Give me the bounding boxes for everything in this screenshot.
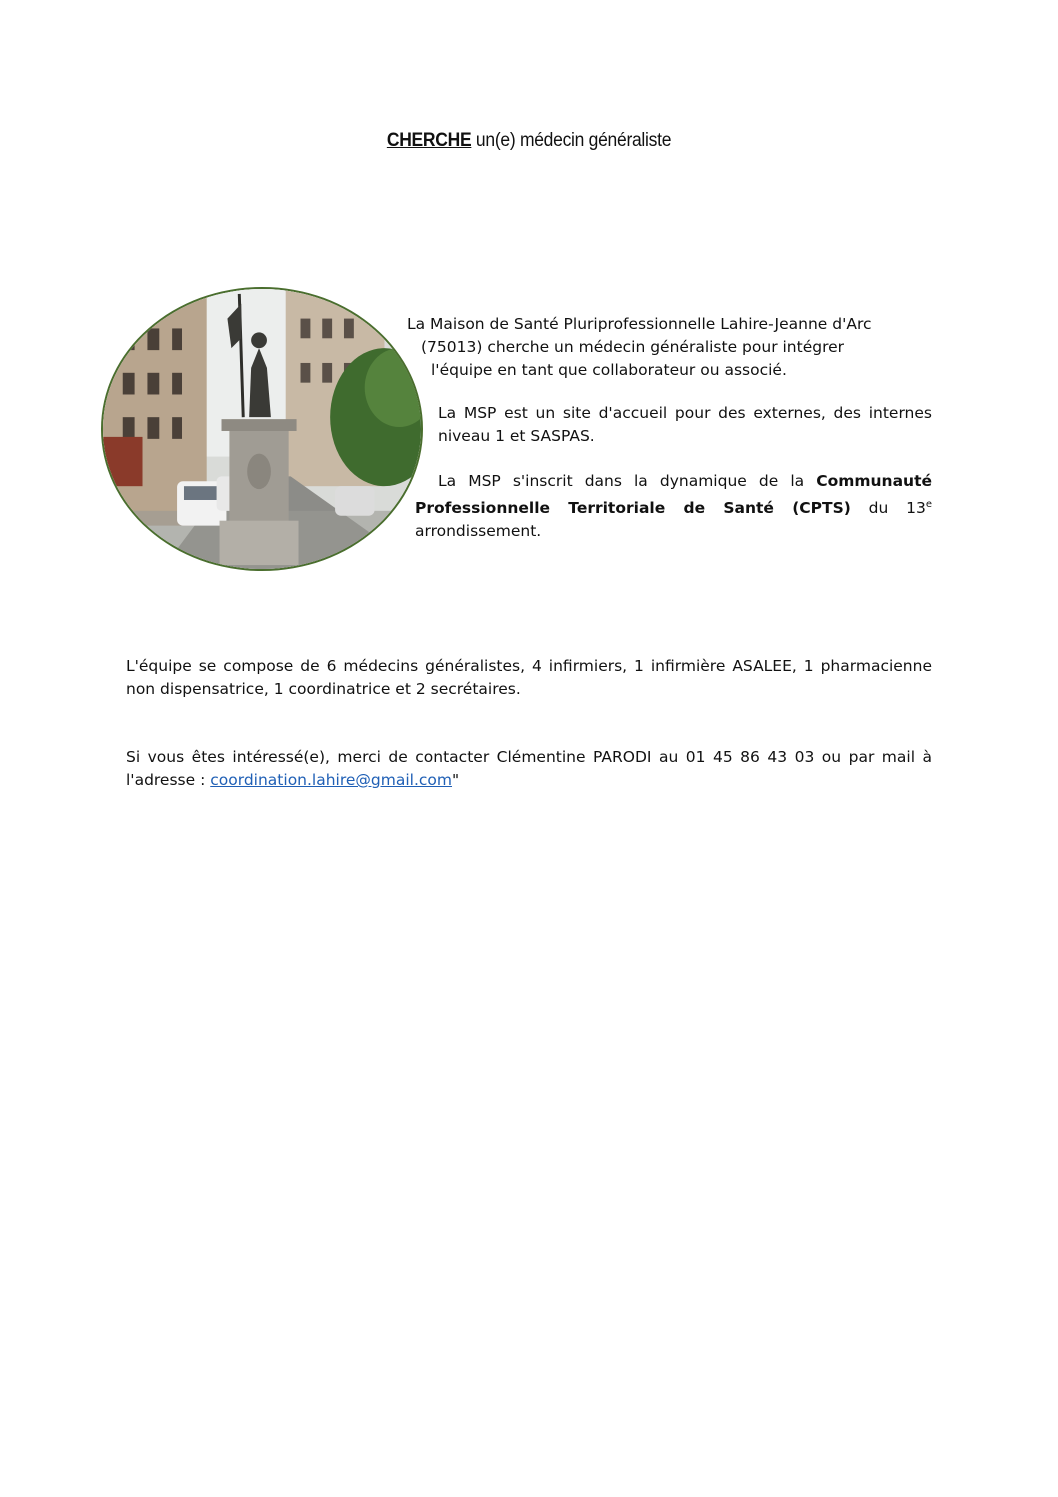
- title-strong: CHERCHE: [386, 130, 472, 151]
- page-title: [42, 130, 1015, 152]
- cpts-name: Communauté Professionnelle Territoriale de Santé (CPTS): [415, 472, 932, 518]
- intro-line-3: l'équipe en tant que collaborateur ou associé.: [431, 361, 787, 379]
- contact-text: Si vous êtes intéressé(e), merci de contacter Clémentine PARODI au 01 45 86 43 03 ou par mail à l'adresse :: [126, 748, 932, 789]
- cpts-text-end: arrondissement.: [415, 522, 542, 541]
- cpts-paragraph: [415, 470, 932, 543]
- intro-line-2: (75013) cherche un médecin généraliste pour intégrer: [421, 338, 845, 356]
- arrondissement-number: 13: [906, 499, 926, 518]
- team-paragraph: L'équipe se compose de 6 médecins généralistes, 4 infirmiers, 1 infirmière ASALEE, 1 pharmacienne non dispensatrice, 1 coordinatrice et 2 secrétaires.: [126, 657, 932, 698]
- cpts-text-after: du: [850, 499, 907, 518]
- contact-email-link[interactable]: coordination.lahire@gmail.com: [210, 771, 453, 789]
- contact-trailing: ": [452, 771, 460, 789]
- msp-site-paragraph: La MSP est un site d'accueil pour des externes, des internes niveau 1 et SASPAS.: [438, 404, 932, 445]
- intro-paragraph: [407, 313, 927, 382]
- contact-paragraph: [126, 746, 932, 792]
- statue-street-photo: [101, 287, 423, 571]
- cpts-text-before: La MSP s'inscrit dans la dynamique de la: [438, 472, 817, 490]
- arrondissement-sup: e: [925, 499, 932, 510]
- intro-line-1: La Maison de Santé Pluriprofessionnelle Lahire-Jeanne d'Arc: [407, 315, 872, 333]
- title-rest: un(e) médecin généraliste: [471, 130, 672, 151]
